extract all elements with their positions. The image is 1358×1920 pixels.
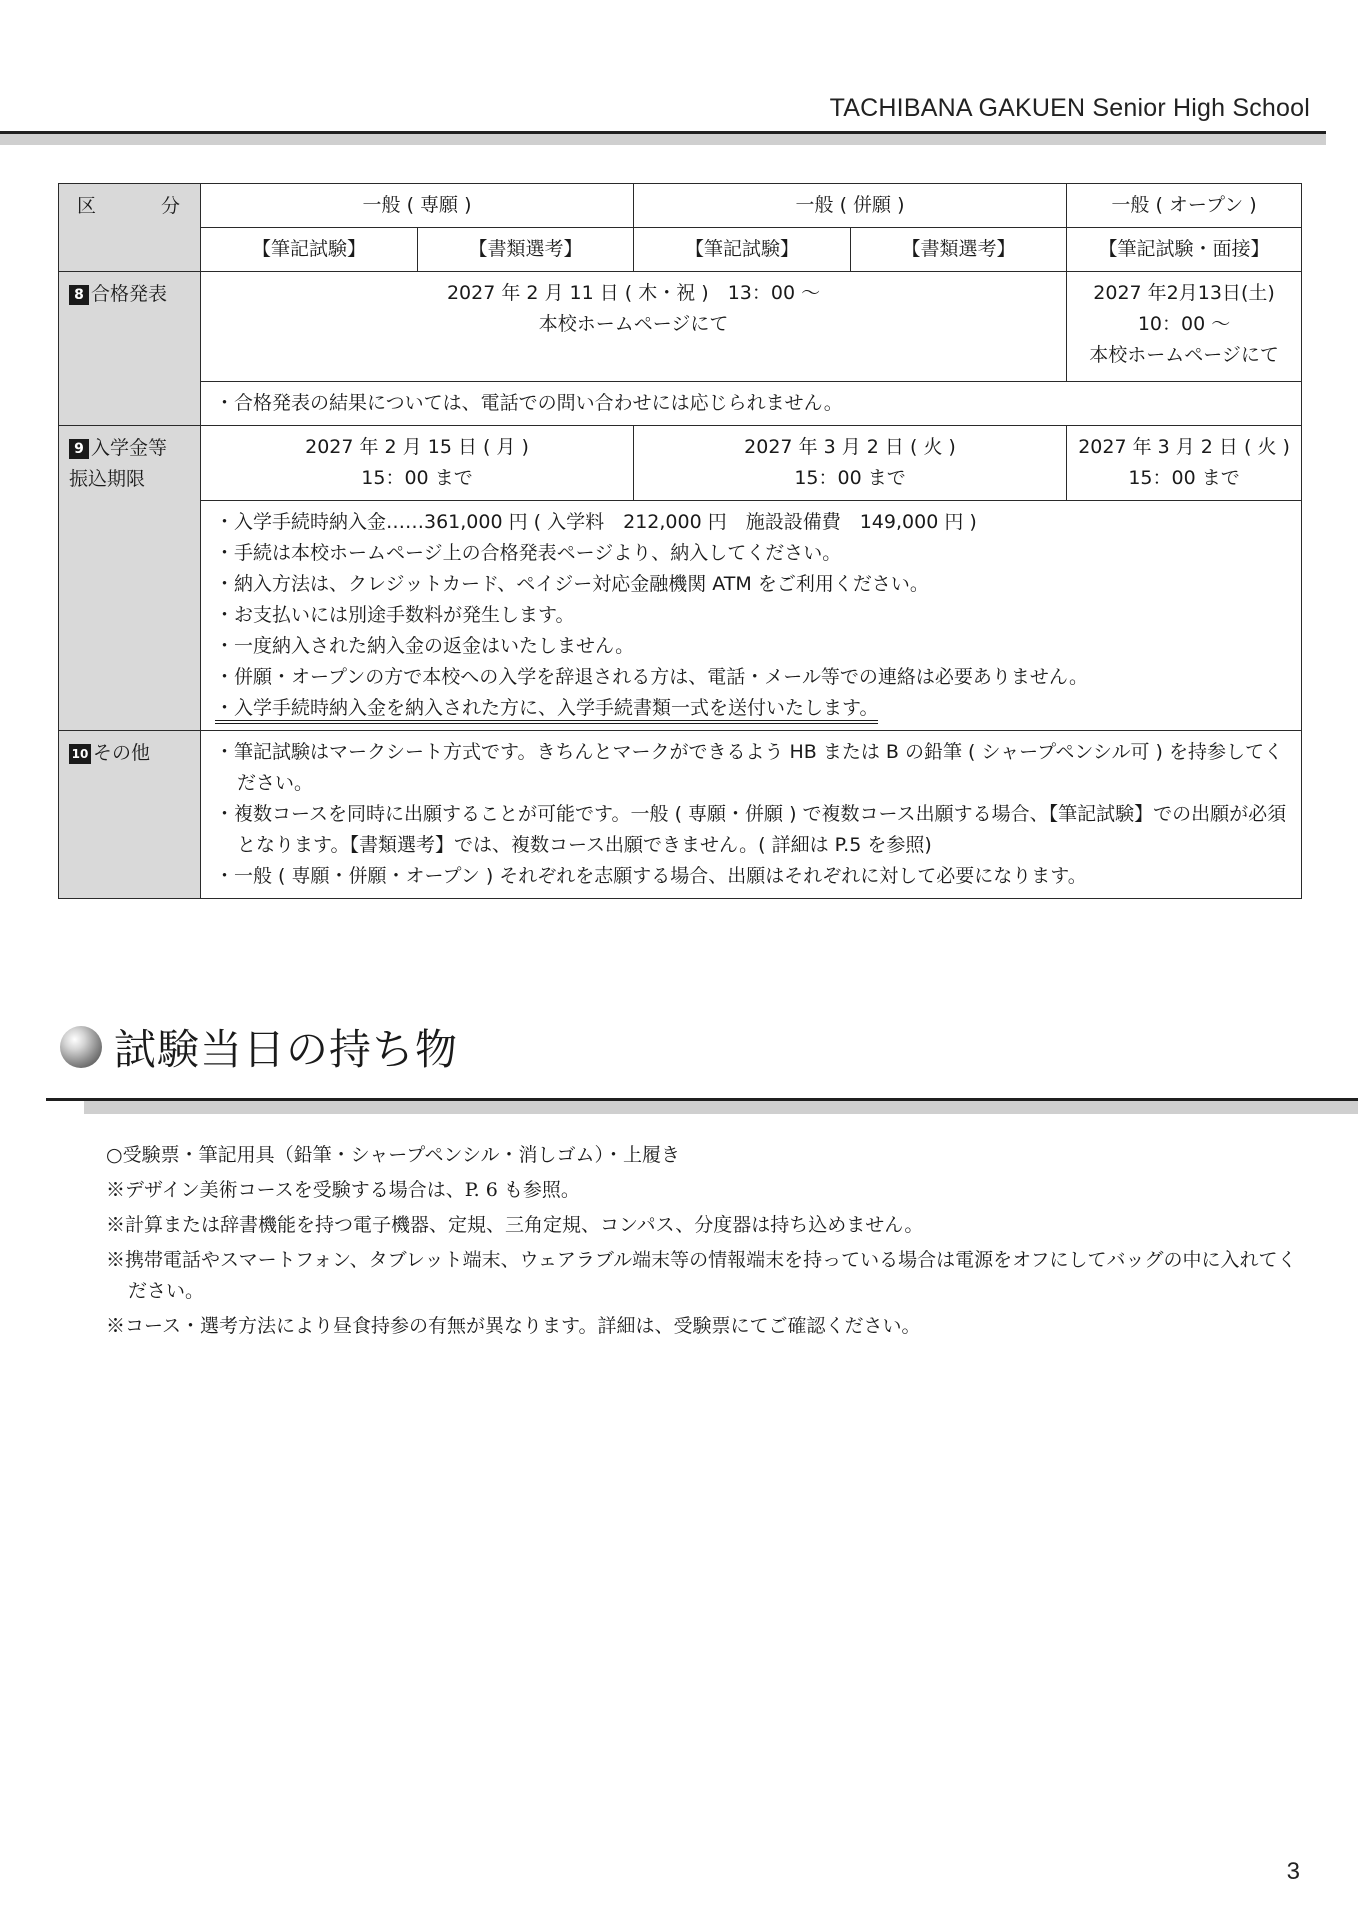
list-item: ○受験票・筆記用具（鉛筆・シャープペンシル・消しゴム）・上履き bbox=[106, 1144, 681, 1166]
list-item: ・手続は本校ホームページ上の合格発表ページより、納入してください。 bbox=[215, 542, 842, 564]
row9-heikan-time: 15：00 まで bbox=[794, 467, 906, 489]
row10-label: その他 bbox=[93, 742, 151, 764]
table-row-9 bbox=[59, 426, 1302, 501]
section-band bbox=[84, 1101, 1358, 1114]
table-subheader-row bbox=[59, 228, 1302, 272]
list-item: ※携帯電話やスマートフォン、タブレット端末、ウェアラブル端末等の情報端末を持っている場合は電源をオフにしてバッグの中に入れてください。 bbox=[106, 1249, 1297, 1302]
row9-label-cell bbox=[59, 426, 201, 731]
subheader-open-written-interview: 【筆記試験・面接】 bbox=[1067, 228, 1302, 272]
list-item: ・筆記試験はマークシート方式です。きちんとマークができるよう HB または B の鉛筆 ( シャープペンシル可 ) を持参してください。 bbox=[215, 741, 1283, 794]
kubun-header bbox=[59, 184, 201, 272]
belongings-list bbox=[106, 1140, 1306, 1346]
list-item: ・複数コースを同時に出願することが可能です。一般 ( 専願・併願 ) で複数コース出願する場合、【筆記試験】での出願が必須となります。【書類選考】では、複数コース出願できません。( 詳細は P.5 を参照) bbox=[215, 803, 1287, 856]
column-header-heikan: 一般 ( 併願 ) bbox=[634, 184, 1067, 228]
subheader-heikan-written: 【筆記試験】 bbox=[634, 228, 851, 272]
row8-open-cell bbox=[1067, 272, 1302, 382]
column-header-senkan: 一般 ( 専願 ) bbox=[201, 184, 634, 228]
page-header bbox=[0, 0, 1358, 150]
row9-senkan-time: 15：00 まで bbox=[361, 467, 473, 489]
row9-label-line2: 振込期限 bbox=[69, 468, 146, 490]
page-number: 3 bbox=[1286, 1858, 1300, 1885]
sphere-bullet-icon bbox=[60, 1026, 102, 1068]
list-item: ・納入方法は、クレジットカード、ペイジー対応金融機関 ATM をご利用ください。 bbox=[215, 573, 929, 595]
row8-note-cell bbox=[201, 382, 1302, 426]
row8-label: 合格発表 bbox=[91, 283, 168, 305]
list-item: ※デザイン美術コースを受験する場合は、P. 6 も参照。 bbox=[106, 1179, 580, 1201]
row8-open-date: 2027 年2月13日(土) bbox=[1093, 282, 1275, 304]
list-item: ・一般 ( 専願・併願・オープン ) それぞれを志願する場合、出願はそれぞれに対して必要になります。 bbox=[215, 865, 1087, 887]
list-item: ・併願・オープンの方で本校への入学を辞退される方は、電話・メール等での連絡は必要ありません。 bbox=[215, 666, 1089, 688]
table-row-9-notes bbox=[59, 501, 1302, 731]
list-item: ・入学手続時納入金……361,000 円 ( 入学料 212,000 円 施設設備費 149,000 円 ) bbox=[215, 511, 977, 533]
number-8-icon: 8 bbox=[69, 285, 89, 305]
row9-notes-cell bbox=[201, 501, 1302, 731]
row8-main-where: 本校ホームページにて bbox=[538, 313, 729, 335]
list-item: ・お支払いには別途手数料が発生します。 bbox=[215, 604, 575, 626]
row9-senkan-date: 2027 年 2 月 15 日 ( 月 ) bbox=[305, 436, 529, 458]
row8-main-date: 2027 年 2 月 11 日 ( 木・祝 ) 13：00 ～ bbox=[446, 282, 821, 304]
table-header-row bbox=[59, 184, 1302, 228]
row8-note: ・合格発表の結果については、電話での問い合わせには応じられません。 bbox=[215, 392, 843, 414]
row10-notes-cell bbox=[201, 731, 1302, 899]
list-item bbox=[215, 693, 1293, 724]
row8-open-where: 本校ホームページにて bbox=[1089, 344, 1279, 366]
number-10-icon: 10 bbox=[69, 744, 91, 764]
table-row-8 bbox=[59, 272, 1302, 382]
row9-open-time: 15：00 まで bbox=[1128, 467, 1240, 489]
row8-open-time: 10：00 ～ bbox=[1137, 313, 1231, 335]
subheader-senkan-docs: 【書類選考】 bbox=[418, 228, 634, 272]
number-9-icon: 9 bbox=[69, 439, 89, 459]
section-heading bbox=[60, 1012, 458, 1082]
kubun-char-1: 区 bbox=[77, 195, 97, 217]
row9-label-line1: 入学金等 bbox=[91, 437, 168, 459]
row8-main-cell bbox=[201, 272, 1067, 382]
list-item: ・一度納入された納入金の返金はいたしません。 bbox=[215, 635, 635, 657]
row10-label-cell bbox=[59, 731, 201, 899]
section-title: 試験当日の持ち物 bbox=[114, 1025, 459, 1074]
header-band bbox=[0, 134, 1326, 145]
subheader-heikan-docs: 【書類選考】 bbox=[851, 228, 1067, 272]
row9-heikan-date: 2027 年 3 月 2 日 ( 火 ) bbox=[744, 436, 956, 458]
row8-label-cell bbox=[59, 272, 201, 426]
column-header-open: 一般 ( オープン ) bbox=[1067, 184, 1302, 228]
admission-schedule-table bbox=[58, 183, 1302, 899]
table-row-10 bbox=[59, 731, 1302, 899]
list-item: ※コース・選考方法により昼食持参の有無が異なります。詳細は、受験票にてご確認ください。 bbox=[106, 1315, 921, 1337]
row9-heikan-cell bbox=[634, 426, 1067, 501]
underlined-note: ・入学手続時納入金を納入された方に、入学手続書類一式を送付いたします。 bbox=[215, 697, 878, 724]
row9-senkan-cell bbox=[201, 426, 634, 501]
kubun-char-2: 分 bbox=[160, 195, 180, 217]
row9-open-cell bbox=[1067, 426, 1302, 501]
list-item: ※計算または辞書機能を持つ電子機器、定規、三角定規、コンパス、分度器は持ち込めません。 bbox=[106, 1214, 924, 1236]
subheader-senkan-written: 【筆記試験】 bbox=[201, 228, 418, 272]
school-name: TACHIBANA GAKUEN Senior High School bbox=[829, 94, 1310, 122]
table-row-8-note bbox=[59, 382, 1302, 426]
row9-open-date: 2027 年 3 月 2 日 ( 火 ) bbox=[1078, 436, 1290, 458]
